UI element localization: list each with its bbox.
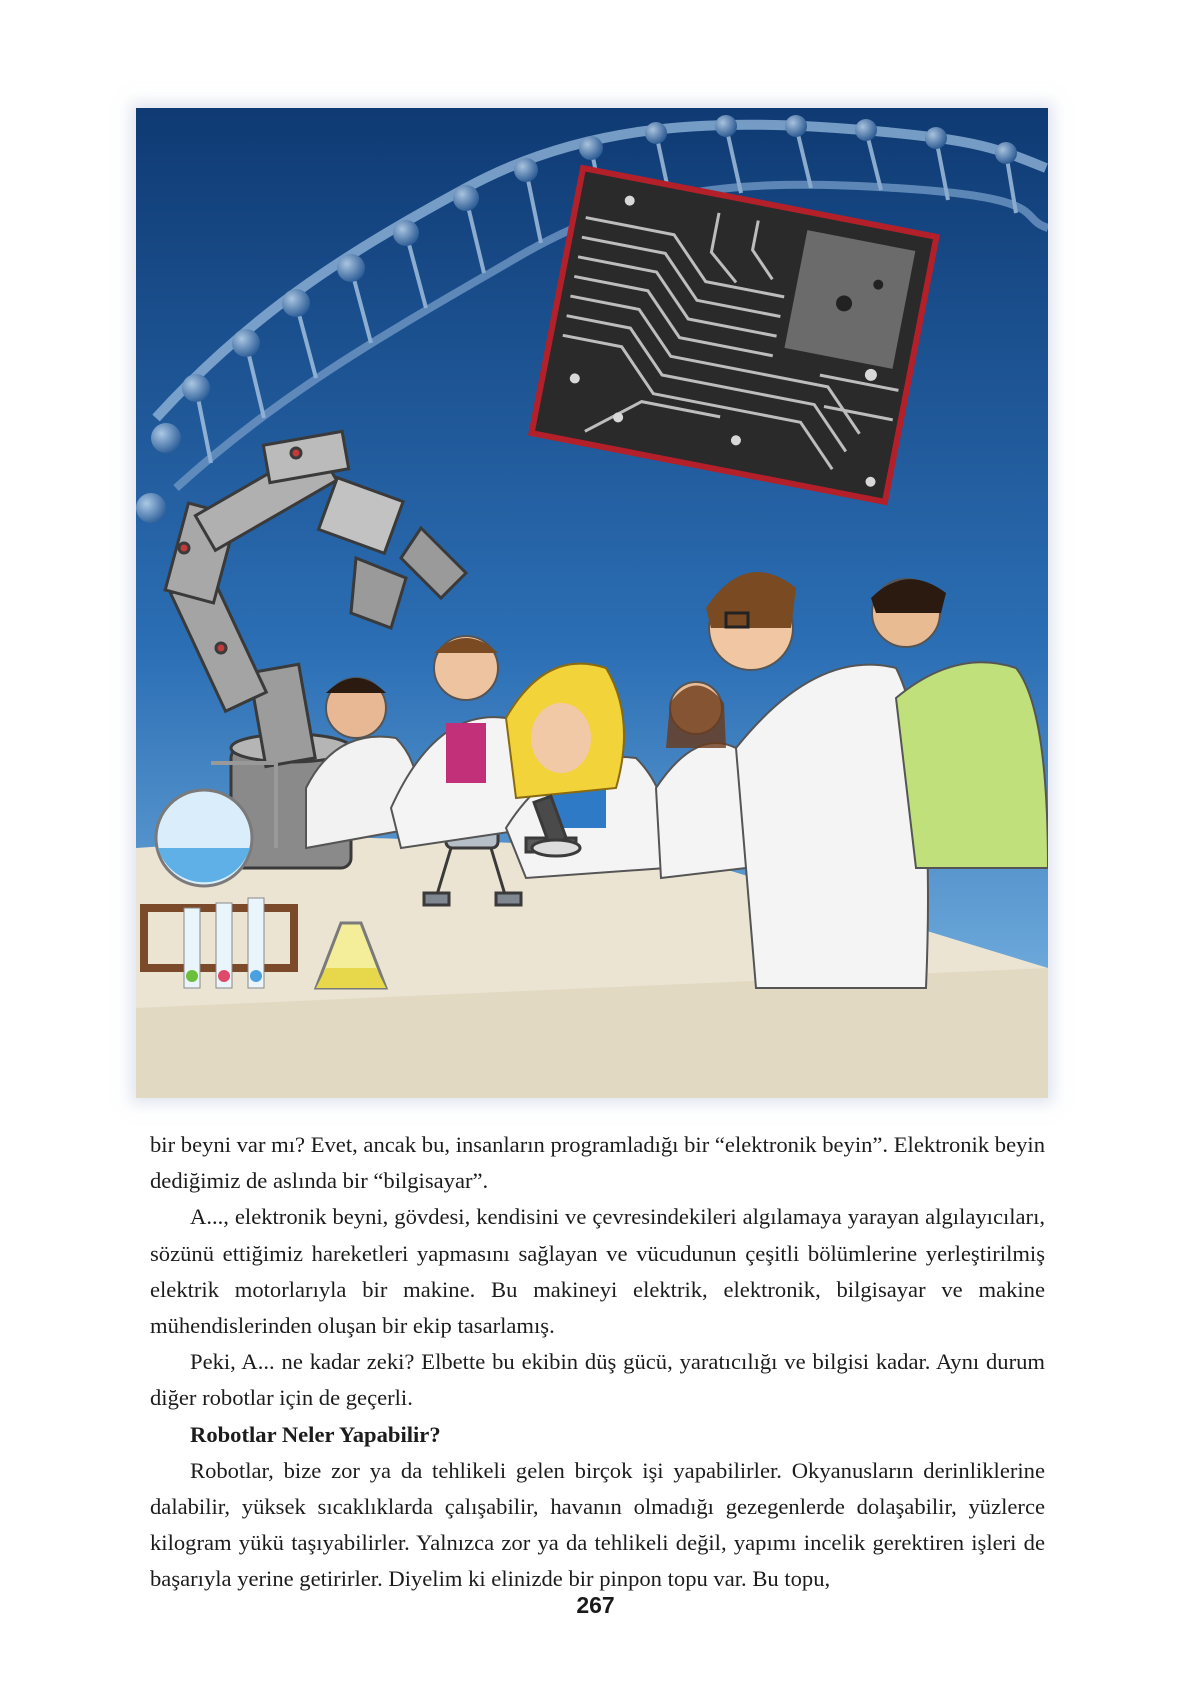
section-heading: Robotlar Neler Yapabilir? (190, 1421, 441, 1447)
illustration-svg (136, 108, 1048, 1098)
paragraph-3: Peki, A... ne kadar zeki? Elbette bu ekibin düş gücü, yaratıcılığı ve bilgisi kadar. Aynı durum diğer robotlar için de geçerli. (150, 1349, 1045, 1411)
lab-illustration (136, 108, 1048, 1098)
paragraph-2: A..., elektronik beyni, gövdesi, kendisini ve çevresindekileri algılamaya yarayan algılayıcıları, sözünü ettiğimiz hareketleri yapmasını sağlayan ve vücudunun çeşitli bölümlerine yerleştirilmiş elektrik motorlarıyla bir makine. Bu makineyi elektrik, elektronik, bilgisayar ve makine mühendislerinden oluşan bir ekip tasarlamış. (150, 1204, 1045, 1339)
paragraph-1: bir beyni var mı? Evet, ancak bu, insanların programladığı bir “elektronik beyin”. Elektronik beyin dediğimiz de aslında bir “bilgisayar”. (150, 1132, 1045, 1194)
paragraph-4: Robotlar, bize zor ya da tehlikeli gelen birçok işi yapabilirler. Okyanusların derinliklerine dalabilir, yüksek sıcaklıklarda çalışabilir, havanın olmadığı gezegenlerde dolaşabilir, yüzlerce kilogram yükü taşıyabilirler. Yalnızca zor ya da tehlikeli değil, yapımı incelik gerektiren işleri de başarıyla yerine getirirler. Diyelim ki elinizde bir pinpon topu var. Bu topu, (150, 1457, 1045, 1592)
body-text (150, 1127, 1045, 1598)
page-number: 267 (576, 1592, 615, 1618)
